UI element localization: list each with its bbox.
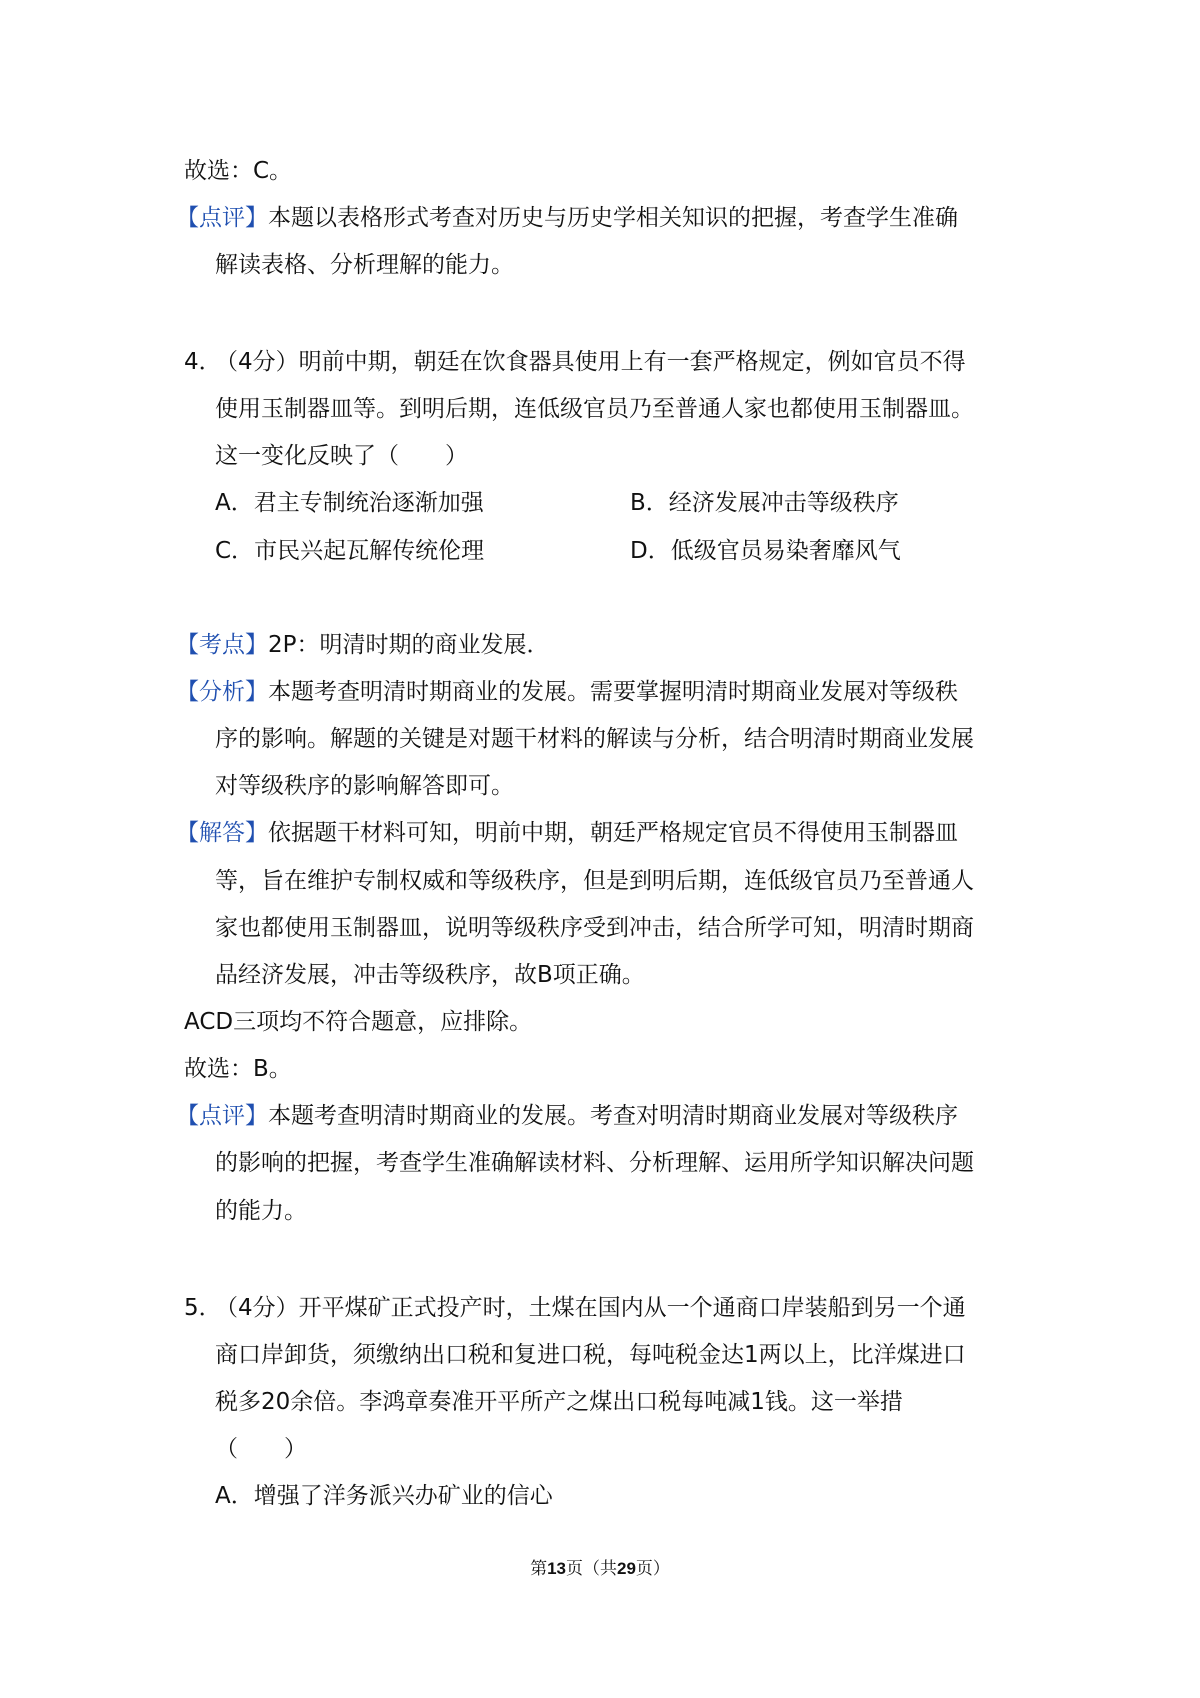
jieda-line4: 品经济发展，冲击等级秩序，故B项正确。	[215, 962, 645, 988]
question-number: 5．	[184, 1295, 222, 1321]
question-stem: （4分）开平煤矿正式投产时，土煤在国内从一个通商口岸装船到另一个通	[215, 1295, 966, 1321]
review-tag: 【点评】	[176, 205, 268, 231]
q4-review-line2: 的影响的把握，考查学生准确解读材料、分析理解、运用所学知识解决问题	[215, 1150, 974, 1176]
option-label: D．	[630, 538, 671, 564]
option-text: 低级官员易染奢靡风气	[670, 538, 901, 564]
jieda-line3: 家也都使用玉制器皿，说明等级秩序受到冲击，结合所学可知，明清时期商	[215, 915, 974, 941]
review-tag: 【点评】	[176, 1103, 268, 1129]
page-number: 13	[547, 1559, 566, 1578]
review-text: 本题考查明清时期商业的发展。考查对明清时期商业发展对等级秩序	[268, 1103, 958, 1129]
option-text: 经济发展冲击等级秩序	[668, 490, 899, 516]
jieda-tag: 【解答】	[176, 820, 268, 846]
fenxi-text: 本题考查明清时期商业的发展。需要掌握明清时期商业发展对等级秩	[268, 679, 958, 705]
footer-suffix: 页）	[635, 1559, 670, 1579]
q4-conclusion: 故选：B。	[184, 1056, 292, 1082]
q4-review-line3: 的能力。	[215, 1198, 307, 1224]
page-footer	[0, 1557, 1200, 1581]
acd-note: ACD三项均不符合题意，应排除。	[184, 1009, 533, 1035]
footer-prefix: 第	[530, 1559, 548, 1579]
option-b	[630, 488, 899, 518]
question-stem-line4: （ ）	[215, 1436, 307, 1462]
fenxi-tag: 【分析】	[176, 679, 268, 705]
prev-conclusion: 故选：C。	[184, 158, 293, 184]
page-total: 29	[617, 1559, 636, 1578]
option-label: A．	[215, 1483, 254, 1509]
question-stem-line2: 商口岸卸货，须缴纳出口税和复进口税，每吨税金达1两以上，比洋煤进口	[215, 1342, 966, 1368]
option-text: 增强了洋务派兴办矿业的信心	[253, 1483, 553, 1509]
fenxi-line3: 对等级秩序的影响解答即可。	[215, 773, 514, 799]
question-stem-line3: 这一变化反映了（ ）	[215, 443, 468, 469]
jieda	[176, 818, 958, 848]
fenxi-line2: 序的影响。解题的关键是对题干材料的解读与分析，结合明清时期商业发展	[215, 726, 974, 752]
kaodian	[176, 630, 550, 660]
option-label: B．	[630, 490, 669, 516]
option-label: C．	[215, 538, 255, 564]
review-text: 本题以表格形式考查对历史与历史学相关知识的把握，考查学生准确	[268, 205, 958, 231]
question-stem-line2: 使用玉制器皿等。到明后期，连低级官员乃至普通人家也都使用玉制器皿。	[215, 396, 974, 422]
question-stem-line3: 税多20余倍。李鸿章奏准开平所产之煤出口税每吨减1钱。这一举措	[215, 1389, 903, 1415]
question-stem: （4分）明前中期，朝廷在饮食器具使用上有一套严格规定，例如官员不得	[215, 349, 966, 375]
option-label: A．	[215, 490, 254, 516]
option-c	[215, 536, 484, 566]
kaodian-text: 2P：明清时期的商业发展．	[268, 632, 550, 658]
question-number: 4．	[184, 349, 222, 375]
jieda-text: 依据题干材料可知，明前中期，朝廷严格规定官员不得使用玉制器皿	[268, 820, 958, 846]
prev-review-line2: 解读表格、分析理解的能力。	[215, 252, 514, 278]
kaodian-tag: 【考点】	[176, 632, 268, 658]
prev-review	[176, 203, 958, 233]
option-text: 市民兴起瓦解传统伦理	[254, 538, 485, 564]
fenxi	[176, 677, 958, 707]
option-d	[630, 536, 901, 566]
option-a	[215, 488, 484, 518]
footer-middle: 页（共	[566, 1559, 617, 1579]
jieda-line2: 等，旨在维护专制权威和等级秩序，但是到明后期，连低级官员乃至普通人	[215, 868, 974, 894]
option-text: 君主专制统治逐渐加强	[253, 490, 484, 516]
q4-review	[176, 1101, 958, 1131]
option-a	[215, 1481, 553, 1511]
